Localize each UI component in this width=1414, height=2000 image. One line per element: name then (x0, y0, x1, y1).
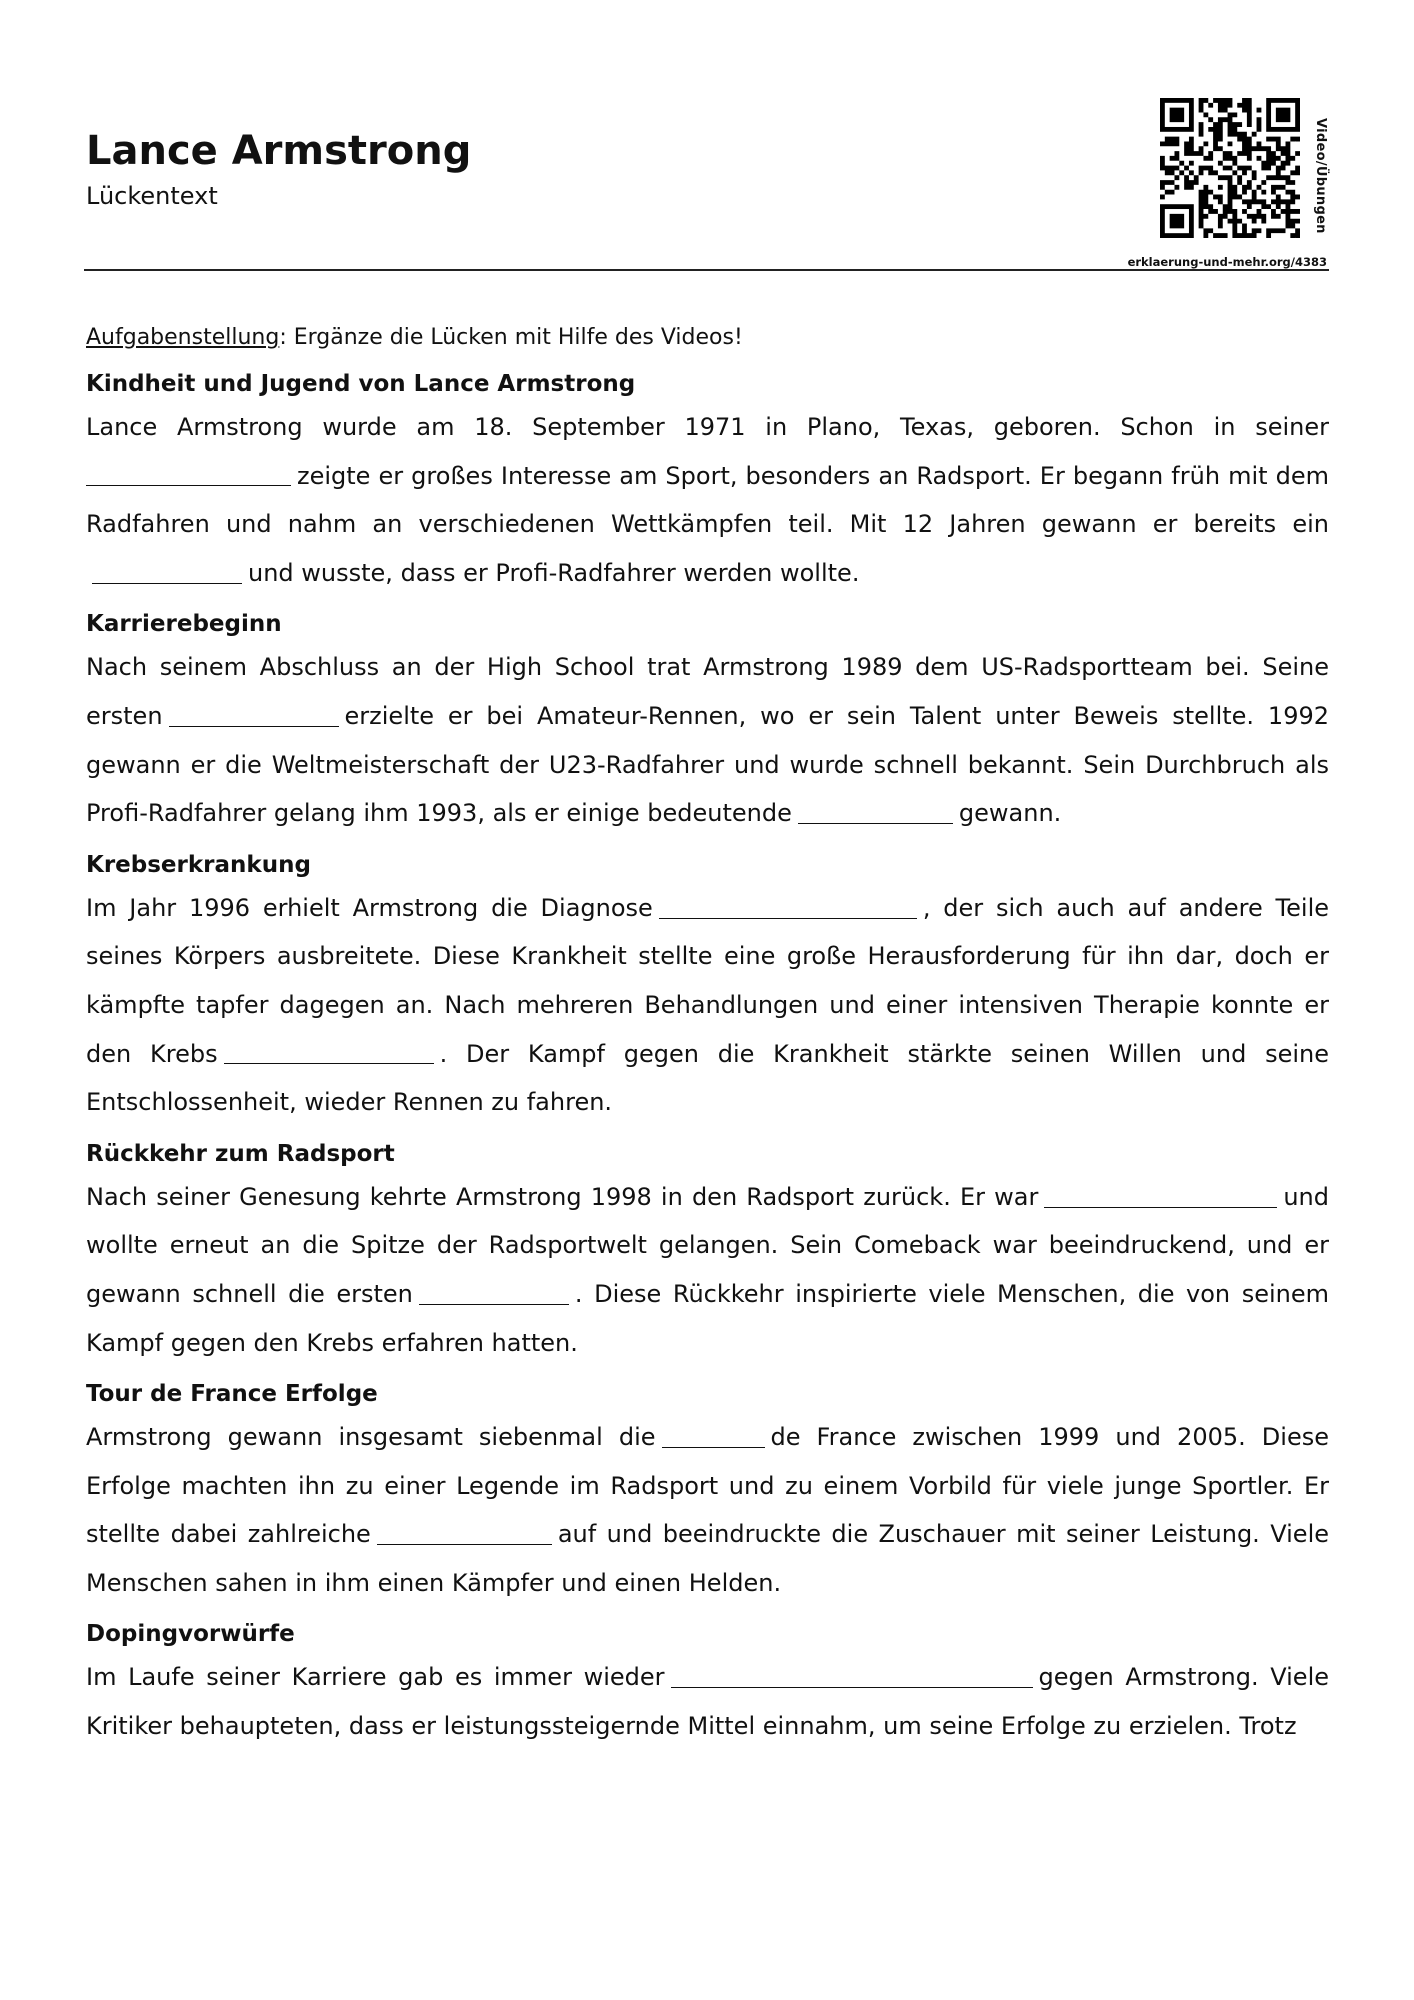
gap-blank[interactable] (92, 561, 242, 584)
text-fragment: gegen Armstrong. Viele Kritiker behaupteten, dass er leistungssteigernde Mittel einnahm, um seine Erfolge zu erzielen. Trotz (86, 1663, 1330, 1741)
text-fragment: und wollte erneut an die Spitze der Radsportwelt gelangen. Sein Comeback war beeindruckend, und er gewann schnell die ersten (86, 1182, 1329, 1308)
text-fragment: auf und beeindruckte die Zuschauer mit seiner Leistung. Viele Menschen sahen in ihm einen Kämpfer und einen Helden. (86, 1520, 1330, 1597)
gap-blank[interactable] (86, 464, 291, 487)
header-divider (84, 269, 1329, 271)
task-text: : Ergänze die Lücken mit Hilfe des Videos! (279, 325, 743, 350)
gap-blank[interactable] (419, 1282, 569, 1305)
text-fragment: . Diese Rückkehr inspirierte viele Menschen, die von seinem Kampf gegen den Krebs erfahren hatten. (86, 1279, 1330, 1357)
section-heading: Kindheit und Jugend von Lance Armstrong (86, 371, 636, 397)
text-fragment: de France zwischen 1999 und 2005. Diese Erfolge machten ihn zu einer Legende im Radsport und zu einem Vorbild für viele junge Sportler. Er stellte dabei zahlreiche (86, 1423, 1329, 1549)
text-fragment: Armstrong gewann insgesamt siebenmal die (86, 1423, 656, 1452)
video-label: Video/Übungen (1313, 118, 1328, 234)
text-fragment: Lance Armstrong wurde am 18. September 1971 in Plano, Texas, geboren. Schon in seiner (86, 413, 1329, 441)
section-text (86, 643, 1329, 837)
section-heading: Tour de France Erfolge (86, 1381, 378, 1408)
text-fragment: gewann. (958, 799, 1062, 828)
text-fragment: und wusste, dass er Profi-Radfahrer werden wollte. (248, 558, 860, 587)
gap-blank[interactable] (169, 704, 339, 727)
text-fragment: Im Laufe seiner Karriere gab es immer wieder (86, 1663, 665, 1692)
text-fragment: Im Jahr 1996 erhielt Armstrong die Diagnose (86, 893, 653, 922)
section-text (86, 1413, 1329, 1607)
text-fragment: Nach seiner Genesung kehrte Armstrong 1998 in den Radsport zurück. Er war (86, 1182, 1039, 1211)
worksheet-body (86, 322, 1329, 1762)
gap-blank[interactable] (671, 1666, 1033, 1689)
section-text (86, 1173, 1329, 1367)
section-heading: Karrierebeginn (86, 611, 282, 638)
section-heading: Dopingvorwürfe (86, 1621, 295, 1648)
page-title: Lance Armstrong (86, 128, 472, 174)
gap-blank[interactable] (1044, 1185, 1277, 1208)
text-fragment: . Der Kampf gegen die Krankheit stärkte seinen Willen und seine Entschlossenheit, wieder Rennen zu fahren. (86, 1039, 1329, 1117)
gap-blank[interactable] (224, 1042, 434, 1065)
qr-code-icon (1160, 98, 1300, 238)
text-fragment: , der sich auch auf andere Teile seines Körpers ausbreitete. Diese Krankheit stellte eine große Herausforderung für ihn dar, doch er kämpfte tapfer dagegen an. Nach mehreren Behandlungen und einer intensiven Therapie konnte er den Krebs (86, 893, 1330, 1068)
gap-blank[interactable] (662, 1425, 765, 1448)
gap-blank[interactable] (659, 896, 917, 919)
task-instruction (86, 322, 1329, 354)
gap-blank[interactable] (798, 801, 953, 824)
page-subtitle: Lückentext (86, 182, 218, 210)
source-url: erklaerung-und-mehr.org/4383 (1127, 255, 1327, 269)
gap-blank[interactable] (377, 1523, 552, 1546)
section-text (86, 884, 1329, 1127)
text-fragment: zeigte er großes Interesse am Sport, besonders an Radsport. Er begann früh mit dem Radfahren und nahm an verschiedenen Wettkämpfen teil. Mit 12 Jahren gewann er bereits ein (86, 461, 1329, 539)
section-heading: Rückkehr zum Radsport (86, 1140, 395, 1167)
section-text (86, 1653, 1329, 1750)
section-heading: Krebserkrankung (86, 851, 311, 878)
task-label: Aufgabenstellung (86, 325, 280, 350)
section-text (86, 403, 1329, 597)
text-fragment: Nach seinem Abschluss an der High School trat Armstrong 1989 dem US-Radsportteam bei. Seine ersten (86, 653, 1329, 730)
text-fragment: erzielte er bei Amateur-Rennen, wo er sein Talent unter Beweis stellte. 1992 gewann er die Weltmeisterschaft der U23-Radfahrer und wurde schnell bekannt. Sein Durchbruch als Profi-Radfahrer gelang ihm 1993, als er einige bedeutende (86, 701, 1329, 828)
